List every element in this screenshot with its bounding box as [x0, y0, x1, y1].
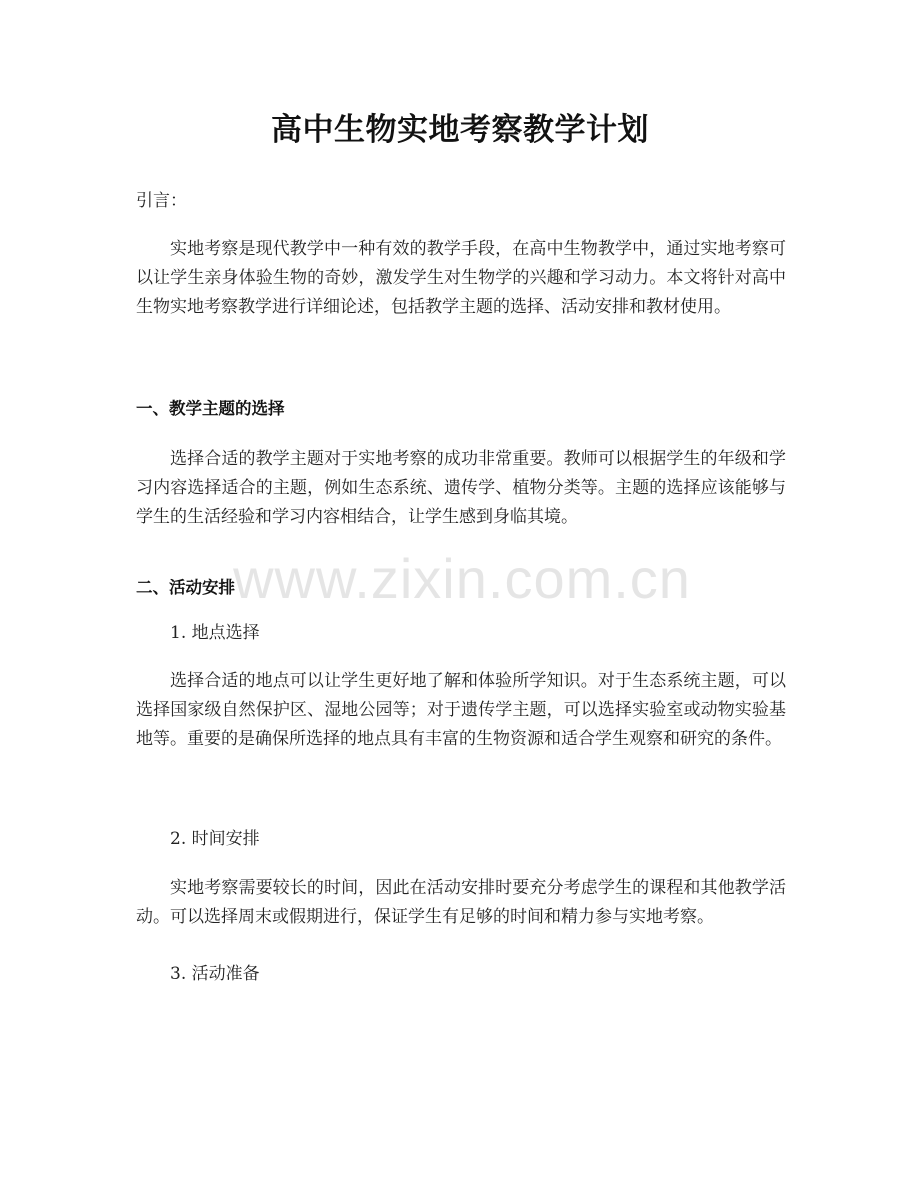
intro-label: 引言：: [136, 191, 187, 211]
paragraph-time: 实地考察需要较长的时间，因此在活动安排时要充分考虑学生的课程和其他教学活动。可以选择周末或假期进行，保证学生有足够的时间和精力参与实地考察。: [136, 878, 786, 927]
watermark: www.zixin.com.cn: [233, 547, 691, 610]
page-title: 高中生物实地考察教学计划: [271, 112, 649, 148]
paragraph-location: 选择合适的地点可以让学生更好地了解和体验所学知识。对于生态系统主题，可以选择国家级自然保护区、湿地公园等；对于遗传学主题，可以选择实验室或动物实验基地等。重要的是确保所选择的地点具有丰富的生物资源和适合学生观察和研究的条件。: [136, 671, 786, 749]
section-paragraph-teaching-topic: 选择合适的教学主题对于实地考察的成功非常重要。教师可以根据学生的年级和学习内容选择适合的主题，例如生态系统、遗传学、植物分类等。主题的选择应该能够与学生的生活经验和学习内容相结合，让学生感到身临其境。: [136, 449, 786, 527]
subheading-preparation: 3. 活动准备: [170, 964, 260, 984]
section-heading-activity-arrangement: 二、活动安排: [136, 578, 235, 597]
section-heading-teaching-topic: 一、教学主题的选择: [136, 399, 285, 418]
subheading-location: 1. 地点选择: [170, 623, 260, 643]
intro-paragraph: 实地考察是现代教学中一种有效的教学手段，在高中生物教学中，通过实地考察可以让学生亲身体验生物的奇妙，激发学生对生物学的兴趣和学习动力。本文将针对高中生物实地考察教学进行详细论述，包括教学主题的选择、活动安排和教材使用。: [136, 239, 786, 317]
subheading-time: 2. 时间安排: [170, 829, 260, 849]
